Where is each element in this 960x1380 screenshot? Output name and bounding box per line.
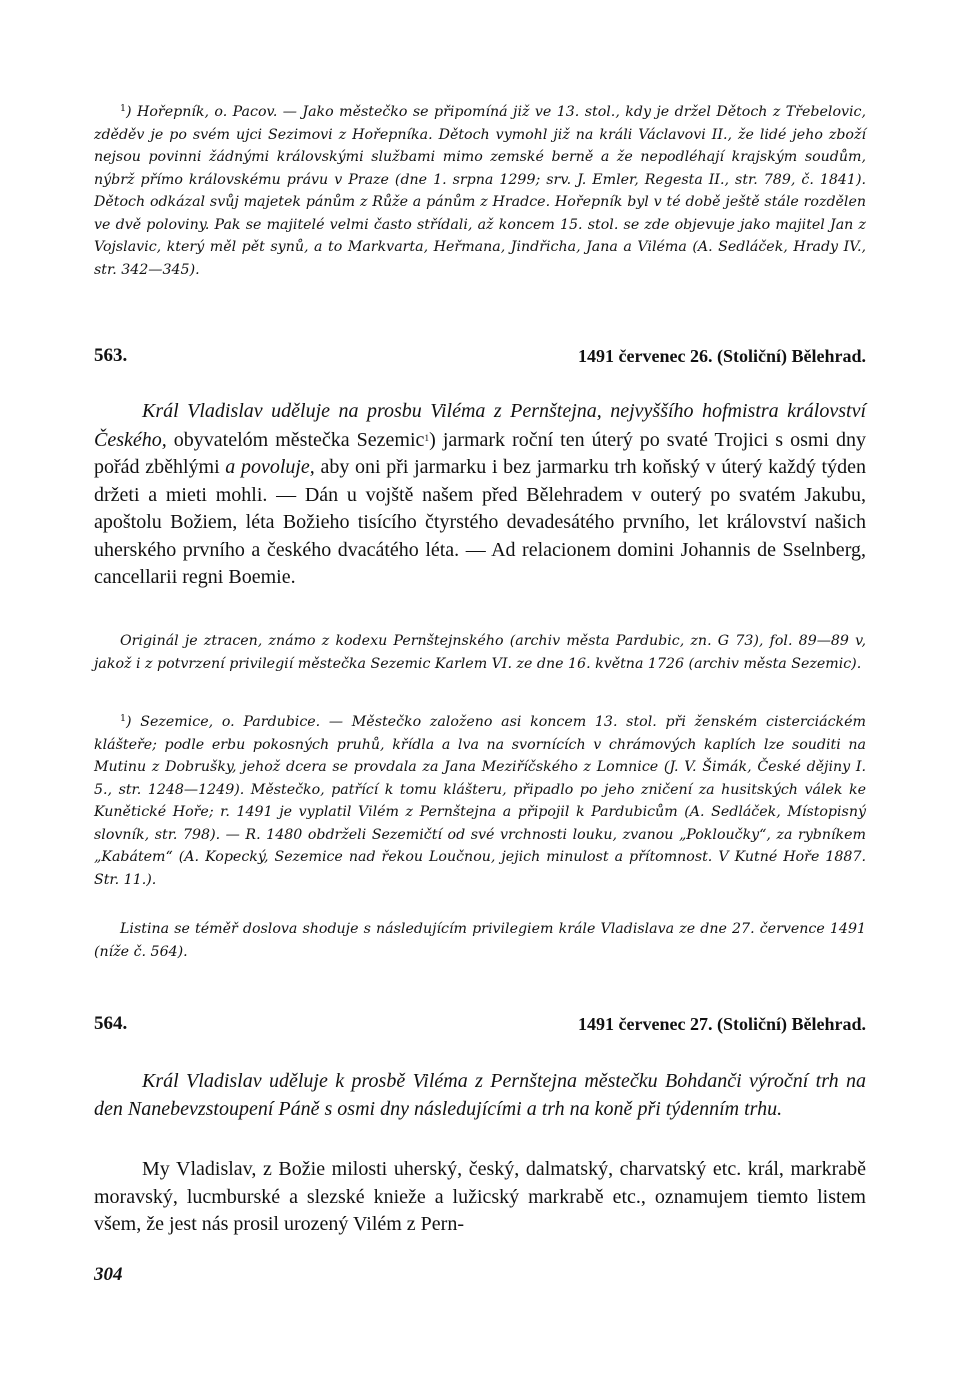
document-date-place: 1491 červenec 26. (Stoliční) Bělehrad. [578,346,866,366]
document-number: 564. [94,1013,128,1034]
document-563-source-note: Originál je ztracen, známo z kodexu Pernštejnského (archiv města Pardubic, zn. G 73), fol. 89—89 v, jakož i z potvrzení privilegií městečka Sezemic Karlem VI. ze dne 16. května 1726 (archiv města Sezemic). [94,633,866,672]
footnote-hořepník [94,98,866,281]
body-text-end: aby oni při jarmarku i bez jarmarku trh koňský v úterý každý týden držeti a mieti mohli. — Dán u vojště našem před Bělehradem v outerý po svatém Jakubu, apoštolu Božiem, léta Božieho tisícího čtyrstého devadesátého prvního, let království našich uherského prvního a českého dvacátého léta. — Ad relacionem domini Johannis de Sselnberg, cancellarii regni Boemie. [94,456,866,588]
document-563-relation-note: Listina se téměř doslova shoduje s následujícím privilegiem krále Vladislava ze dne 27. července 1491 (níže č. 564). [94,921,866,960]
regest-text-cont: a povoluje, [225,456,315,478]
document-564-regest: Král Vladislav uděluje k prosbě Viléma z Pernštejna městečku Bohdanči výroční trh na den Nanebevzstoupení Páně s osmi dny následujícími a trh na koně při týdenním trhu. [94,1070,866,1120]
document-date-place: 1491 červenec 27. (Stoliční) Bělehrad. [578,1014,866,1034]
body-footnote-marker: 1 [424,433,430,444]
footnote-sezemice [94,708,866,891]
footnote-text: ) Hořepník, o. Pacov. — Jako městečko se připomíná již ve 13. stol., kdy je držel Dětoch z Třebelovic, zděděv je po svém ujci Sezimovi z Hořepníka. Dětoch vymohl již na králi Václavovi II., že lidé jeho zboží nejsou povinni žádnými královskými službami mimo zemské berně a že nepodléhají krajským soudům, nýbrž přímo královskému právu v Praze (dne 1. srpna 1299; srv. J. Emler, Regesta II., str. 789, č. 1841). Dětoch odkázal svůj majetek pánům z Růže a pánům z Hradce. Hořepník byl v té době ještě stále rozdělen ve dvě poloviny. Pak se majitelé velmi často střídali, až koncem 15. stol. se zde objevuje jako majitel Jan z Vojslavic, který měl pět synů, a to Markvarta, Heřmana, Jindřicha, Jana a Viléma (A. Sedláček, Hrady IV., str. 342—345). [94,104,866,278]
document-563-header [94,344,866,368]
footnote-text: ) Sezemice, o. Pardubice. — Městečko založeno asi koncem 13. stol. při ženském cisterciáckém klášteře; podle erbu pokosných pruhů, křídla a lva na svornících v chrámových kaplích lze souditi na Mutinu z Dobrušky, jehož dcera se provdala za Jana Meziříčského z Lomnice (J. V. Šimák, České dějiny I. 5., str. 1248—1249). Městečko, patřící k tomu klášteru, připadlo po jeho zničení za husitských válek ke Kunětické Hoře; r. 1491 je vyplatil Vilém z Pernštejna a připojil k Pardubicům (A. Sedláček, Místopisný slovník, str. 798). — R. 1480 obdrželi Sezemičtí od své vrchnosti louku, zvanou „Pokloučky“, za rybníkem „Kabátem“ (A. Kopecký, Sezemice nad řekou Loučnou, jejich minulost a přítomnost. V Kutné Hoře 1887. Str. 11.). [94,714,866,888]
page-number: 304 [94,1264,123,1285]
document-563-text [94,398,866,592]
body-text: obyvatelóm městečka Sezemic [166,428,425,451]
document-564-body: My Vladislav, z Božie milosti uherský, český, dalmatský, charvatský etc. král, markrabě moravský, lucmburské a slezské knieže a lužicský markrabě etc., oznamujem tiemto listem všem, že jest nás prosil urozený Vilém z Pern- [94,1158,866,1235]
document-564-header [94,1012,866,1036]
document-number: 563. [94,345,128,366]
footnote-marker: 1 [120,713,127,724]
regest-text: Král Vladislav uděluje na prosbu Viléma z Pernštejna, nejvyššího hofmistra království Českého, [94,400,866,451]
footnote-marker: 1 [120,103,127,114]
body-text-cont: ) jarmark roční ten úterý po svaté Trojici s osmi dny pořád zběhlými [94,428,867,478]
